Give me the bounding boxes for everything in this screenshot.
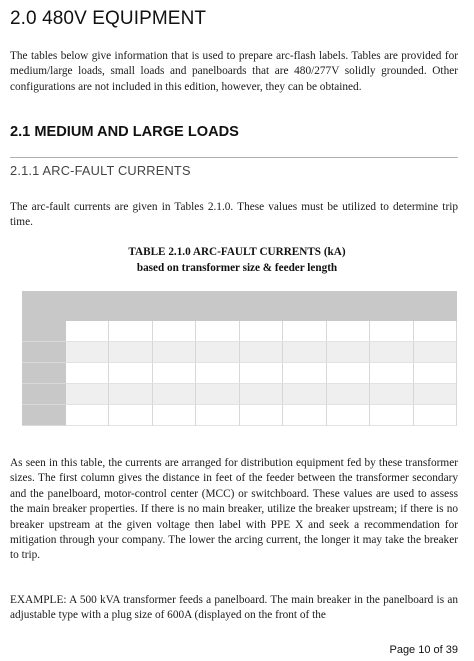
table-cell xyxy=(153,363,196,384)
section-intro: The tables below give information that is used to prepare arc-flash labels. Tables are provided for medium/large loads, small loads and panelboards that are 480/277V solidly grounded. Other configurations are not included in this edition, however, they can be obtained. xyxy=(10,50,458,93)
table-cell xyxy=(66,363,109,384)
table-caption: TABLE 2.1.0 ARC-FAULT CURRENTS (kA) xyxy=(128,246,346,258)
table-cell xyxy=(370,342,413,363)
table-cell xyxy=(327,342,370,363)
section-heading: 2.0 480V EQUIPMENT xyxy=(10,8,207,29)
table-cell xyxy=(66,342,109,363)
table-cell xyxy=(240,405,283,426)
table-header-row xyxy=(22,291,457,321)
table-row-header-cell xyxy=(22,363,66,384)
table-cell xyxy=(327,384,370,405)
table-row-header-cell xyxy=(22,321,66,342)
example-paragraph: EXAMPLE: A 500 kVA transformer feeds a panelboard. The main breaker in the panelboard is an adjustable type with a plug size of 600A (displayed on the front of the xyxy=(10,594,458,622)
divider xyxy=(10,157,458,158)
table-cell xyxy=(109,342,152,363)
table-cell xyxy=(153,342,196,363)
table-cell xyxy=(66,321,109,342)
table-cell xyxy=(414,384,457,405)
table-cell xyxy=(196,342,239,363)
table-cell xyxy=(153,321,196,342)
table-row-header-cell xyxy=(22,342,66,363)
table-cell xyxy=(414,405,457,426)
table-cell xyxy=(327,363,370,384)
table-cell xyxy=(196,321,239,342)
table-cell xyxy=(66,384,109,405)
page-number: Page 10 of 39 xyxy=(389,644,458,656)
table-cell xyxy=(240,363,283,384)
table-cell xyxy=(327,405,370,426)
table-cell xyxy=(283,321,326,342)
table-cell xyxy=(109,405,152,426)
table-cell xyxy=(283,405,326,426)
table-cell xyxy=(414,342,457,363)
table-cell xyxy=(109,384,152,405)
table-cell xyxy=(283,342,326,363)
table-cell xyxy=(66,405,109,426)
table-cell xyxy=(240,342,283,363)
table-cell xyxy=(327,321,370,342)
table-cell xyxy=(153,405,196,426)
table-cell xyxy=(153,384,196,405)
table-cell xyxy=(370,363,413,384)
table-cell xyxy=(196,405,239,426)
table-cell xyxy=(414,321,457,342)
table-cell xyxy=(414,363,457,384)
table-cell xyxy=(240,321,283,342)
table-cell xyxy=(370,384,413,405)
table-cell xyxy=(196,363,239,384)
table-cell xyxy=(109,321,152,342)
table-row-header-cell xyxy=(22,384,66,405)
table-cell xyxy=(240,384,283,405)
table-row-header-cell xyxy=(22,405,66,426)
table-cell xyxy=(370,405,413,426)
table-cell xyxy=(109,363,152,384)
arc-fault-table xyxy=(22,291,457,426)
table-caption-subtitle: based on transformer size & feeder length xyxy=(136,262,338,274)
table-cell xyxy=(196,384,239,405)
table-cell xyxy=(283,384,326,405)
subsubsection-intro: The arc-fault currents are given in Tables 2.1.0. These values must be utilized to determine trip time. xyxy=(10,201,458,229)
table-cell xyxy=(370,321,413,342)
body-paragraph: As seen in this table, the currents are arranged for distribution equipment fed by these transformer sizes. The first column gives the distance in feet of the feeder between the transformer secondary and the panelboard, motor-control center (MCC) or switchboard. These values are used to assess the main breaker properties. If there is no main breaker, utilize the breaker upstream; if there is no breaker upstream at the given voltage then label with PPE X and seek a recommendation for mitigation through your company. The lower the arcing current, the longer it may take the breaker to trip. xyxy=(10,457,458,562)
subsubsection-heading: 2.1.1 ARC-FAULT CURRENTS xyxy=(10,163,191,178)
table-cell xyxy=(283,363,326,384)
subsection-heading: 2.1 MEDIUM AND LARGE LOADS xyxy=(10,124,239,140)
